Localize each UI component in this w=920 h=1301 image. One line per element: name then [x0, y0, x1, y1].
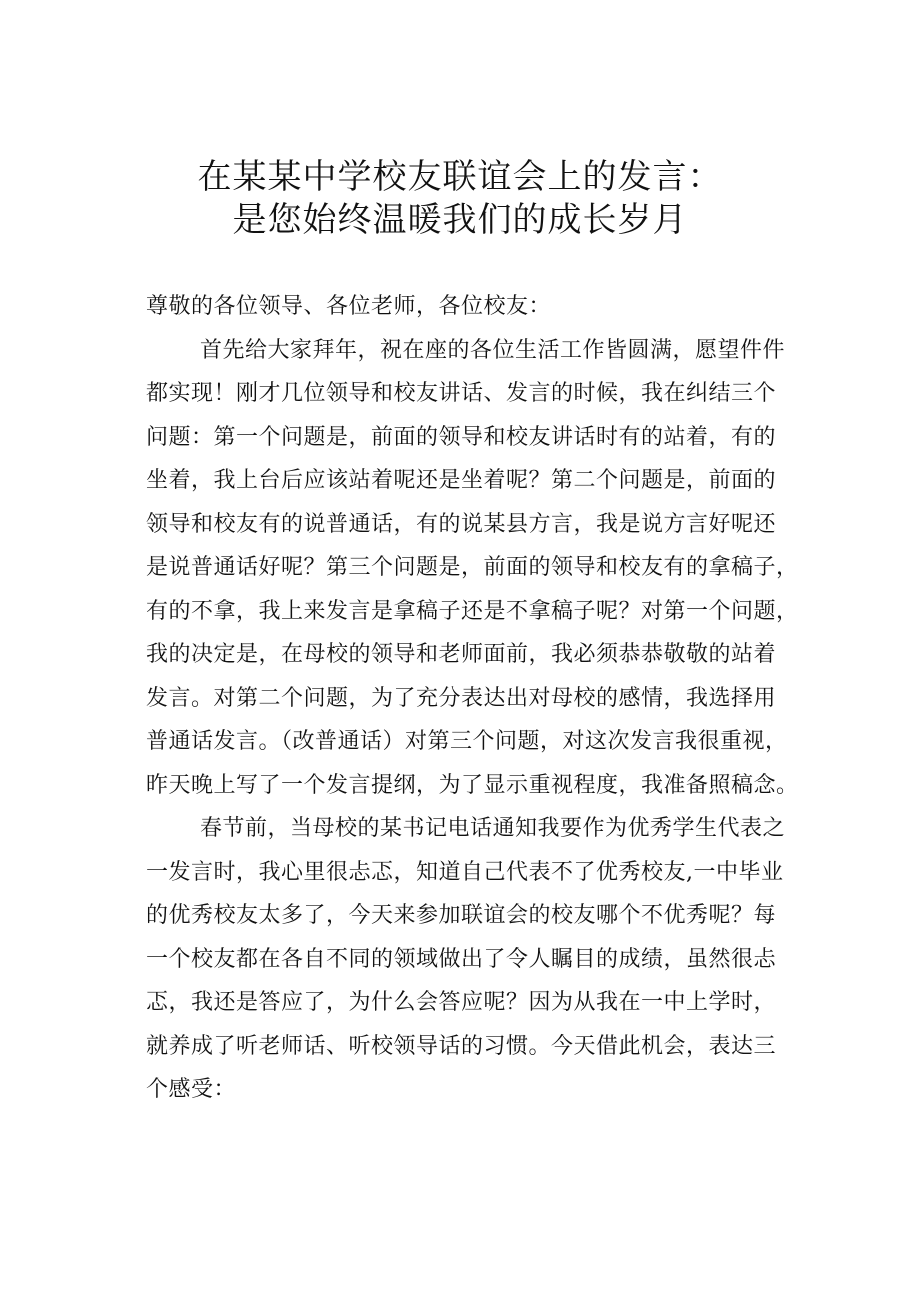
- document-title-line-2: 是您始终温暖我们的成长岁月: [232, 200, 688, 240]
- paragraph-1-line: 坐着，我上台后应该站着呢还是坐着呢？第二个问题是，前面的: [146, 468, 777, 493]
- paragraph-2-line: 的优秀校友太多了，今天来参加联谊会的校友哪个不优秀呢？每: [146, 903, 777, 928]
- paragraph-2-line: 一发言时，我心里很忐忑，知道自己代表不了优秀校友,一中毕业: [146, 859, 784, 885]
- paragraph-2-line: 就养成了听老师话、听校领导话的习惯。今天借此机会，表达三: [146, 1033, 777, 1059]
- paragraph-1-line: 我的决定是，在母校的领导和老师面前，我必须恭恭敬敬的站着: [146, 642, 777, 667]
- paragraph-1-line: 是说普通话好呢？第三个问题是，前面的领导和校友有的拿稿子，: [146, 555, 799, 580]
- paragraph-1-line: 问题：第一个问题是，前面的领导和校友讲话时有的站着，有的: [146, 424, 777, 450]
- paragraph-2-line: 个感受：: [146, 1077, 237, 1102]
- document-title-line-1: 在某某中学校友联谊会上的发言：: [197, 157, 723, 197]
- salutation: 尊敬的各位领导、各位老师，各位校友：: [146, 294, 552, 319]
- paragraph-1-line: 都实现！刚才几位领导和校友讲话、发言的时候，我在纠结三个: [146, 381, 777, 406]
- paragraph-2-line: 忑，我还是答应了，为什么会答应呢？因为从我在一中上学时，: [146, 990, 777, 1015]
- paragraph-2-line: 春节前，当母校的某书记电话通知我要作为优秀学生代表之: [200, 816, 786, 841]
- paragraph-1-line: 普通话发言。（改普通话）对第三个问题，对这次发言我很重视，: [146, 729, 788, 754]
- document-body: [146, 285, 806, 1112]
- paragraph-1-line: 发言。对第二个问题，为了充分表达出对母校的感情，我选择用: [146, 685, 777, 711]
- paragraph-1-line: 首先给大家拜年，祝在座的各位生活工作皆圆满，愿望件件: [200, 337, 786, 363]
- paragraph-1-line: 领导和校友有的说普通话，有的说某县方言，我是说方言好呢还: [146, 511, 777, 537]
- paragraph-1-line: 昨天晚上写了一个发言提纲，为了显示重视程度，我准备照稿念。: [146, 772, 799, 798]
- paragraph-1-line: 有的不拿，我上来发言是拿稿子还是不拿稿子呢？对第一个问题，: [146, 598, 799, 624]
- paragraph-2-line: 一个校友都在各自不同的领域做出了令人瞩目的成绩，虽然很忐: [146, 946, 777, 972]
